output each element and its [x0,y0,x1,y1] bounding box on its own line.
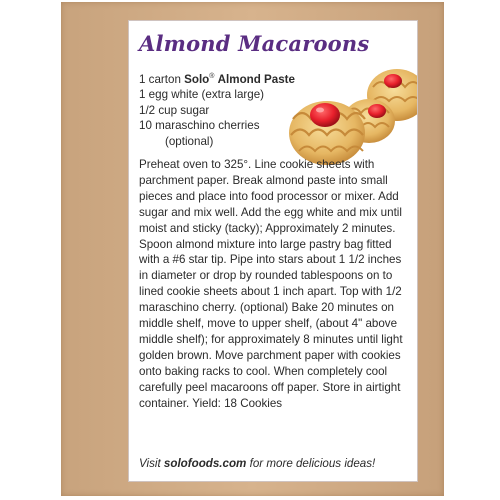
recipe-card [128,20,418,482]
ingredient-quantity: 1 carton [139,72,181,86]
website-link[interactable]: solofoods.com [163,457,247,470]
directions-line: lined cookie sheets about 1 inch apart. Top with 1/2 [139,285,402,299]
ingredient-list [139,69,295,149]
recipe-directions [139,157,415,412]
directions-line: container. Yield: 18 Cookies [139,396,283,410]
directions-line: sugar and mix well. Add the egg white and mix until [139,205,402,219]
website-promo [139,457,375,470]
directions-line: golden brown. Move parchment paper with cookies [139,348,401,362]
directions-line: carefully peel macaroons off paper. Store in airtight [139,380,401,394]
recipe-title: Almond Macaroons [139,31,370,56]
registered-mark: ® [209,73,215,80]
directions-line: in diameter or drop by rounded tablespoons on to [139,269,393,283]
directions-line: moist and sticky (tacky); Approximately 2 minutes. [139,221,396,235]
ingredient-name: Almond Paste [217,72,295,86]
directions-line: Spoon almond mixture into large pastry bag fitted [139,237,392,251]
ingredient-item: 1/2 cup sugar [139,103,210,117]
directions-line: parchment paper. Break almond paste into small [139,173,388,187]
ingredient-brand: Solo [184,72,210,86]
ingredient-item: 1 egg white (extra large) [139,88,265,102]
promo-prefix: Visit [139,457,164,470]
macaroon-cookie [289,101,365,165]
ingredient-note: (optional) [165,134,214,148]
directions-line: middle shelf); for approximately 8 minutes until light [139,332,403,346]
directions-line: maraschino cherry. (optional) Bake 20 minutes on [139,301,394,315]
directions-line: pieces and place into food processor or mixer. Add [139,189,399,203]
macaroon-cookies-photo [269,47,418,175]
directions-line: middle shelf, move to upper shelf, (about 4" above [139,317,398,331]
directions-line: Preheat oven to 325°. Line cookie sheets with [139,158,375,171]
ingredient-item [139,69,295,87]
directions-line: with a #6 star tip. Pipe into stars about 1 1/2 inches [139,253,402,267]
ingredient-item: 10 maraschino cherries [139,119,260,133]
promo-suffix: for more delicious ideas! [246,457,376,470]
directions-line: onto baking racks to cool. When completely cool [139,364,388,378]
